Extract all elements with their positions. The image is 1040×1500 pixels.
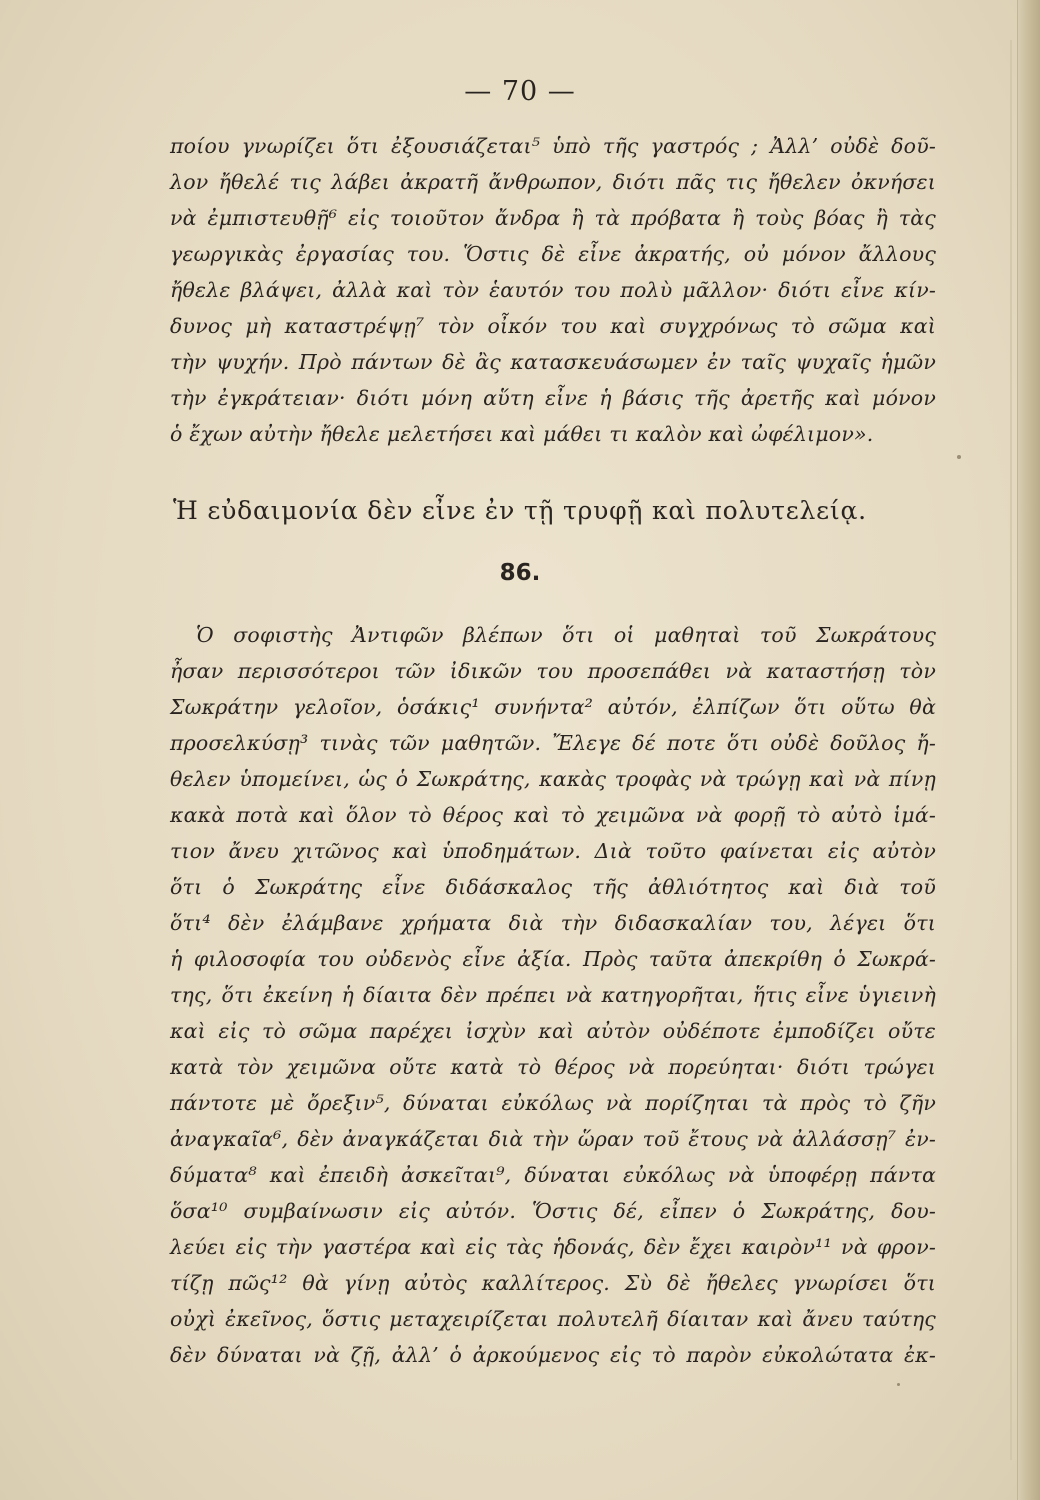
text-line: κατὰ τὸν χειμῶνα οὔτε κατὰ τὸ θέρος νὰ πορεύηται· διότι τρώγει xyxy=(170,1055,936,1079)
text-line: ἦσαν περισσότεροι τῶν ἰδικῶν του προσεπάθει νὰ καταστήσῃ τὸν xyxy=(170,659,936,683)
text-line: ἤθελε βλάψει, ἀλλὰ καὶ τὸν ἑαυτόν του πολὺ μᾶλλον· διότι εἶνε κίν- xyxy=(170,278,936,302)
text-line: ὅσα¹⁰ συμβαίνωσιν εἰς αὐτόν. Ὅστις δέ, εἶπεν ὁ Σωκράτης, δου- xyxy=(170,1199,936,1223)
text-line: τὴν ἐγκράτειαν· διότι μόνη αὕτη εἶνε ἡ βάσις τῆς ἀρετῆς καὶ μόνον xyxy=(170,386,936,410)
text-line: πάντοτε μὲ ὄρεξιν⁵, δύναται εὐκόλως νὰ πορίζηται τὰ πρὸς τὸ ζῆν xyxy=(170,1091,936,1115)
text-line: γεωργικὰς ἐργασίας του. Ὅστις δὲ εἶνε ἀκρατής, οὐ μόνον ἄλλους xyxy=(170,242,936,266)
text-line: τιον ἄνευ χιτῶνος καὶ ὑποδημάτων. Διὰ τοῦτο φαίνεται εἰς αὐτὸν xyxy=(170,839,936,863)
text-line: ὁ ἔχων αὐτὴν ἤθελε μελετήσει καὶ μάθει τι καλὸν καὶ ὠφέλιμον». xyxy=(170,422,874,446)
text-line: λεύει εἰς τὴν γαστέρα καὶ εἰς τὰς ἡδονάς, δὲν ἔχει καιρὸν¹¹ νὰ φρον- xyxy=(170,1235,936,1259)
text-line: ἡ φιλοσοφία του οὐδενὸς εἶνε ἀξία. Πρὸς ταῦτα ἀπεκρίθη ὁ Σωκρά- xyxy=(170,947,936,971)
text-line: Σωκράτην γελοῖον, ὁσάκις¹ συνήντα² αὐτόν, ἐλπίζων ὅτι οὕτω θὰ xyxy=(170,695,936,719)
text-line: οὐχὶ ἐκεῖνος, ὅστις μεταχειρίζεται πολυτελῆ δίαιταν καὶ ἄνευ ταύτης xyxy=(170,1307,936,1331)
paragraph-86 xyxy=(170,617,936,1373)
text-line: θελεν ὑπομείνει, ὡς ὁ Σωκράτης, κακὰς τροφὰς νὰ τρώγῃ καὶ νὰ πίνῃ xyxy=(170,767,936,791)
text-line: δυνος μὴ καταστρέψῃ⁷ τὸν οἶκόν του καὶ συγχρόνως τὸ σῶμα καὶ xyxy=(170,314,936,338)
text-line: δύματα⁸ καὶ ἐπειδὴ ἀσκεῖται⁹, δύναται εὐκόλως νὰ ὑποφέρῃ πάντα xyxy=(170,1163,936,1187)
text-line: Ὁ σοφιστὴς Ἀντιφῶν βλέπων ὅτι οἱ μαθηταὶ τοῦ Σωκράτους xyxy=(196,623,936,647)
paragraph-continuation xyxy=(170,128,936,452)
text-line: ποίου γνωρίζει ὅτι ἐξουσιάζεται⁵ ὑπὸ τῆς γαστρός ; Ἀλλ’ οὐδὲ δοῦ- xyxy=(170,134,936,158)
paper-fleck xyxy=(957,455,961,459)
text-line: λον ἤθελέ τις λάβει ἀκρατῆ ἄνθρωπον, διότι πᾶς τις ἤθελεν ὀκνήσει xyxy=(170,170,936,194)
page-edge-shadow xyxy=(1017,0,1040,1500)
paper-fleck xyxy=(897,1383,900,1386)
text-line: δὲν δύναται νὰ ζῇ, ἀλλ’ ὁ ἀρκούμενος εἰς τὸ παρὸν εὐκολώτατα ἐκ- xyxy=(170,1343,936,1367)
text-line: καὶ εἰς τὸ σῶμα παρέχει ἰσχὺν καὶ αὐτὸν οὐδέποτε ἐμποδίζει οὔτε xyxy=(170,1019,936,1043)
text-line: ἀναγκαῖα⁶, δὲν ἀναγκάζεται διὰ τὴν ὥραν τοῦ ἔτους νὰ ἀλλάσσῃ⁷ ἐν- xyxy=(170,1127,936,1151)
text-line: τὴν ψυχήν. Πρὸ πάντων δὲ ἂς κατασκευάσωμεν ἐν ταῖς ψυχαῖς ἡμῶν xyxy=(170,350,936,374)
page-number: — 70 — xyxy=(464,76,576,107)
text-line: τίζῃ πῶς¹² θὰ γίνῃ αὐτὸς καλλίτερος. Σὺ δὲ ἤθελες γνωρίσει ὅτι xyxy=(170,1271,936,1295)
text-line: ὅτι⁴ δὲν ἐλάμβανε χρήματα διὰ τὴν διδασκαλίαν του, λέγει ὅτι xyxy=(170,911,936,935)
text-line: της, ὅτι ἐκείνη ἡ δίαιτα δὲν πρέπει νὰ κατηγορῆται, ἥτις εἶνε ὑγιεινὴ xyxy=(170,983,936,1007)
page-fold-line xyxy=(1010,40,1012,1460)
text-line: νὰ ἐμπιστευθῇ⁶ εἰς τοιοῦτον ἄνδρα ἢ τὰ πρόβατα ἢ τοὺς βόας ἢ τὰς xyxy=(170,206,936,230)
text-line: προσελκύσῃ³ τινὰς τῶν μαθητῶν. Ἔλεγε δέ ποτε ὅτι οὐδὲ δοῦλος ἤ- xyxy=(170,731,936,755)
section-heading: Ἡ εὐδαιμονία δὲν εἶνε ἐν τῇ τρυφῇ καὶ πολυτελείᾳ. xyxy=(173,496,867,525)
section-number: 86. xyxy=(499,560,541,586)
text-line: κακὰ ποτὰ καὶ ὅλον τὸ θέρος καὶ τὸ χειμῶνα νὰ φορῇ τὸ αὐτὸ ἱμά- xyxy=(170,803,936,827)
text-line: ὅτι ὁ Σωκράτης εἶνε διδάσκαλος τῆς ἀθλιότητος καὶ διὰ τοῦ xyxy=(170,875,936,899)
